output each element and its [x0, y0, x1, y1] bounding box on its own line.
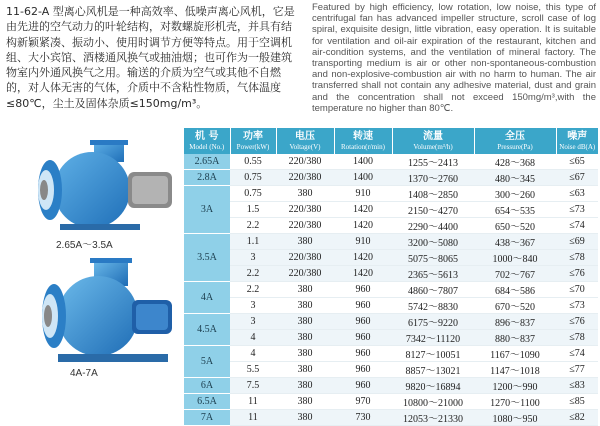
cell-noise: ≤70 — [556, 282, 598, 298]
cell-power: 2.2 — [230, 266, 276, 282]
cell-volume: 3200～5080 — [392, 234, 474, 250]
table-row — [184, 314, 598, 330]
table-row — [184, 234, 598, 250]
cell-pressure: 670～520 — [474, 298, 556, 314]
table-row — [184, 410, 598, 426]
cell-pressure: 1167～1090 — [474, 346, 556, 362]
cell-noise: ≤73 — [556, 298, 598, 314]
cell-noise: ≤74 — [556, 346, 598, 362]
cell-pressure: 438～367 — [474, 234, 556, 250]
table-row — [184, 378, 598, 394]
cell-power: 0.75 — [230, 170, 276, 186]
cell-volume: 8857～13021 — [392, 362, 474, 378]
cell-rotation: 1420 — [334, 218, 392, 234]
cell-pressure: 654～535 — [474, 202, 556, 218]
cell-volume: 7342～11120 — [392, 330, 474, 346]
header-voltage: 电压 Voltage(V) — [276, 128, 334, 154]
cell-noise: ≤82 — [556, 410, 598, 426]
cell-power: 3 — [230, 298, 276, 314]
cell-power: 1.5 — [230, 202, 276, 218]
cell-noise: ≤78 — [556, 250, 598, 266]
cell-pressure: 480～345 — [474, 170, 556, 186]
cell-rotation: 970 — [334, 394, 392, 410]
cell-volume: 1255～2413 — [392, 154, 474, 170]
cell-rotation: 1400 — [334, 170, 392, 186]
cell-rotation: 960 — [334, 378, 392, 394]
cell-model: 4.5A — [184, 314, 230, 346]
cell-volume: 2150～4270 — [392, 202, 474, 218]
table-row — [184, 282, 598, 298]
cell-pressure: 684～586 — [474, 282, 556, 298]
cell-voltage: 380 — [276, 378, 334, 394]
cell-pressure: 1080～950 — [474, 410, 556, 426]
cell-model: 5A — [184, 346, 230, 378]
table-row — [184, 250, 598, 266]
cell-rotation: 960 — [334, 282, 392, 298]
cell-model: 3A — [184, 186, 230, 234]
cell-power: 3 — [230, 250, 276, 266]
cell-volume: 8127～10051 — [392, 346, 474, 362]
cell-rotation: 1420 — [334, 202, 392, 218]
cell-rotation: 960 — [334, 362, 392, 378]
cell-volume: 2365～5613 — [392, 266, 474, 282]
cell-power: 5.5 — [230, 362, 276, 378]
cell-rotation: 960 — [334, 298, 392, 314]
intro-chinese: 11-62-A 型离心风机是一种高效率、低噪声离心风机，它是由先进的空气动力的叶轮结构，对数螺旋形机壳，并具有结构新颖紧凑、振动小、使用时调节方便等特点。用于空调机组、大小宾馆、酒楼通风换气或抽油烟；也可作为一般建筑物室内外通风换气之用。输送的介质为空气或其他不自燃的，对人体无害的气体，介质中不含粘性物质，气体温度≤80℃，尘土及固体杂质≤150mg/m³。 — [6, 5, 295, 110]
cell-power: 2.2 — [230, 218, 276, 234]
cell-noise: ≤65 — [556, 154, 598, 170]
cell-voltage: 380 — [276, 298, 334, 314]
cell-rotation: 730 — [334, 410, 392, 426]
table-row — [184, 154, 598, 170]
cell-voltage: 380 — [276, 346, 334, 362]
header-model: 机 号 Model (No.) — [184, 128, 230, 154]
table-header-row — [184, 128, 598, 154]
cell-rotation: 960 — [334, 346, 392, 362]
cell-power: 3 — [230, 314, 276, 330]
cell-power: 1.1 — [230, 234, 276, 250]
fan-caption-small: 2.65A～3.5A — [56, 240, 113, 251]
cell-volume: 1370～2760 — [392, 170, 474, 186]
table-row — [184, 298, 598, 314]
cell-rotation: 960 — [334, 330, 392, 346]
cell-pressure: 702～767 — [474, 266, 556, 282]
cell-voltage: 220/380 — [276, 154, 334, 170]
cell-rotation: 1400 — [334, 154, 392, 170]
cell-pressure: 1200～990 — [474, 378, 556, 394]
cell-noise: ≤73 — [556, 202, 598, 218]
cell-volume: 4860～7807 — [392, 282, 474, 298]
cell-noise: ≤76 — [556, 266, 598, 282]
cell-pressure: 880～837 — [474, 330, 556, 346]
table-row — [184, 330, 598, 346]
cell-model: 2.8A — [184, 170, 230, 186]
cell-pressure: 1270～1100 — [474, 394, 556, 410]
cell-power: 11 — [230, 410, 276, 426]
cell-rotation: 910 — [334, 234, 392, 250]
cell-voltage: 220/380 — [276, 218, 334, 234]
cell-noise: ≤63 — [556, 186, 598, 202]
cell-noise: ≤69 — [556, 234, 598, 250]
cell-volume: 9820～16894 — [392, 378, 474, 394]
cell-rotation: 960 — [334, 314, 392, 330]
table-row — [184, 170, 598, 186]
cell-volume: 5742～8830 — [392, 298, 474, 314]
cell-noise: ≤76 — [556, 314, 598, 330]
cell-model: 6A — [184, 378, 230, 394]
cell-rotation: 910 — [334, 186, 392, 202]
cell-voltage: 220/380 — [276, 250, 334, 266]
header-power: 功率 Power(kW) — [230, 128, 276, 154]
cell-voltage: 380 — [276, 410, 334, 426]
cell-noise: ≤67 — [556, 170, 598, 186]
cell-rotation: 1420 — [334, 250, 392, 266]
cell-power: 11 — [230, 394, 276, 410]
cell-volume: 5075～8065 — [392, 250, 474, 266]
cell-voltage: 380 — [276, 282, 334, 298]
header-noise: 噪声 Noise dB(A) — [556, 128, 598, 154]
header-pressure: 全压 Pressure(Pa) — [474, 128, 556, 154]
cell-pressure: 1000～840 — [474, 250, 556, 266]
cell-noise: ≤77 — [556, 362, 598, 378]
cell-noise: ≤78 — [556, 330, 598, 346]
table-row — [184, 202, 598, 218]
cell-volume: 2290～4400 — [392, 218, 474, 234]
cell-pressure: 300～260 — [474, 186, 556, 202]
intro-english: Featured by high efficiency, low rotation, low noise, this type of centrifugal fan has advanced impeller structure, scroll case of log spiral, exquisite design, little vibration, easy operation. It is suitable for ventilation and oil-air expiration of the restaurant, kitchen and air-condition systems, and the ventilation of mineral factory. The transporting medium is air or other non-spontaneous-combustion and non-explosive-combustion air with no harm to human. The air transferred shall not contain any adhesive material, dust and grain and the concentration shall not exceed 150mg/m³,with the temperature no higher than 80℃. — [312, 2, 596, 114]
cell-voltage: 380 — [276, 186, 334, 202]
cell-power: 0.75 — [230, 186, 276, 202]
cell-pressure: 1147～1018 — [474, 362, 556, 378]
cell-model: 6.5A — [184, 394, 230, 410]
cell-model: 2.65A — [184, 154, 230, 170]
header-volume: 流量 Volume(m³/h) — [392, 128, 474, 154]
cell-noise: ≤83 — [556, 378, 598, 394]
cell-power: 0.55 — [230, 154, 276, 170]
fan-caption-large: 4A-7A — [70, 368, 98, 379]
cell-voltage: 380 — [276, 362, 334, 378]
table-row — [184, 266, 598, 282]
cell-voltage: 380 — [276, 330, 334, 346]
table-row — [184, 218, 598, 234]
cell-volume: 10800～21000 — [392, 394, 474, 410]
cell-voltage: 220/380 — [276, 266, 334, 282]
spec-table — [184, 128, 598, 426]
cell-model: 7A — [184, 410, 230, 426]
fan-image-small — [20, 140, 180, 232]
cell-pressure: 650～520 — [474, 218, 556, 234]
cell-model: 3.5A — [184, 234, 230, 282]
cell-model: 4A — [184, 282, 230, 314]
cell-volume: 1408～2850 — [392, 186, 474, 202]
table-row — [184, 186, 598, 202]
table-row — [184, 362, 598, 378]
cell-power: 4 — [230, 346, 276, 362]
cell-volume: 6175～9220 — [392, 314, 474, 330]
cell-voltage: 220/380 — [276, 170, 334, 186]
cell-voltage: 380 — [276, 394, 334, 410]
cell-power: 4 — [230, 330, 276, 346]
cell-pressure: 428～368 — [474, 154, 556, 170]
cell-pressure: 896～837 — [474, 314, 556, 330]
cell-rotation: 1420 — [334, 266, 392, 282]
cell-voltage: 380 — [276, 314, 334, 330]
cell-noise: ≤85 — [556, 394, 598, 410]
cell-voltage: 220/380 — [276, 202, 334, 218]
cell-noise: ≤74 — [556, 218, 598, 234]
cell-power: 2.2 — [230, 282, 276, 298]
cell-power: 7.5 — [230, 378, 276, 394]
cell-volume: 12053～21330 — [392, 410, 474, 426]
cell-voltage: 380 — [276, 234, 334, 250]
fan-image-large — [28, 258, 178, 364]
table-row — [184, 346, 598, 362]
header-rotation: 转速 Rotation(r/min) — [334, 128, 392, 154]
